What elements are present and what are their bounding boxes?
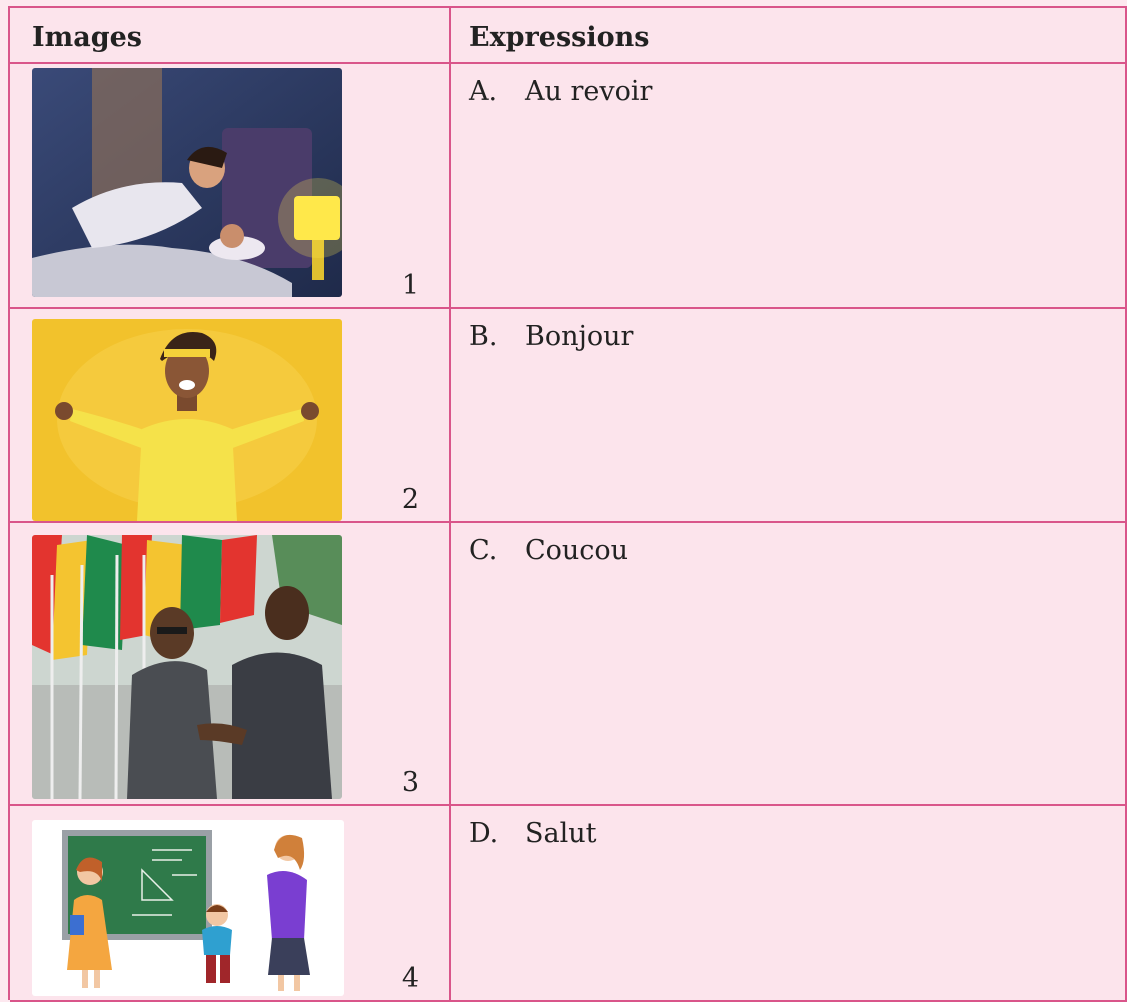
- image-cell-2: [10, 309, 451, 523]
- image-number-1: 1: [401, 270, 419, 301]
- expression-text-b: Bonjour: [525, 321, 634, 352]
- expression-text-d: Salut: [525, 818, 597, 849]
- image-cell-4: [10, 806, 451, 1002]
- image-number-4: 4: [401, 963, 419, 994]
- image-number-2: 2: [401, 484, 419, 515]
- open-arms-photo: [32, 319, 342, 521]
- image-cell-3: [10, 523, 451, 806]
- expression-cell-d: [451, 806, 1127, 1002]
- expression-letter-b: B.: [469, 321, 498, 352]
- bedtime-kiss-photo: [32, 68, 342, 297]
- matching-table: [8, 6, 1127, 1000]
- expression-text-a: Au revoir: [525, 76, 653, 107]
- expression-letter-d: D.: [469, 818, 499, 849]
- expression-cell-a: [451, 64, 1127, 309]
- image-cell-1: [10, 64, 451, 309]
- images-header-label: Images: [32, 22, 142, 53]
- expressions-header-label: Expressions: [469, 22, 650, 53]
- expression-text-c: Coucou: [525, 535, 629, 566]
- images-header: [10, 8, 451, 64]
- handshake-photo: [32, 535, 342, 799]
- expression-cell-b: [451, 309, 1127, 523]
- expression-cell-c: [451, 523, 1127, 806]
- expression-letter-c: C.: [469, 535, 498, 566]
- expressions-header: [451, 8, 1127, 64]
- classroom-illustration: [32, 820, 344, 996]
- expression-letter-a: A.: [469, 76, 498, 107]
- image-number-3: 3: [401, 767, 419, 798]
